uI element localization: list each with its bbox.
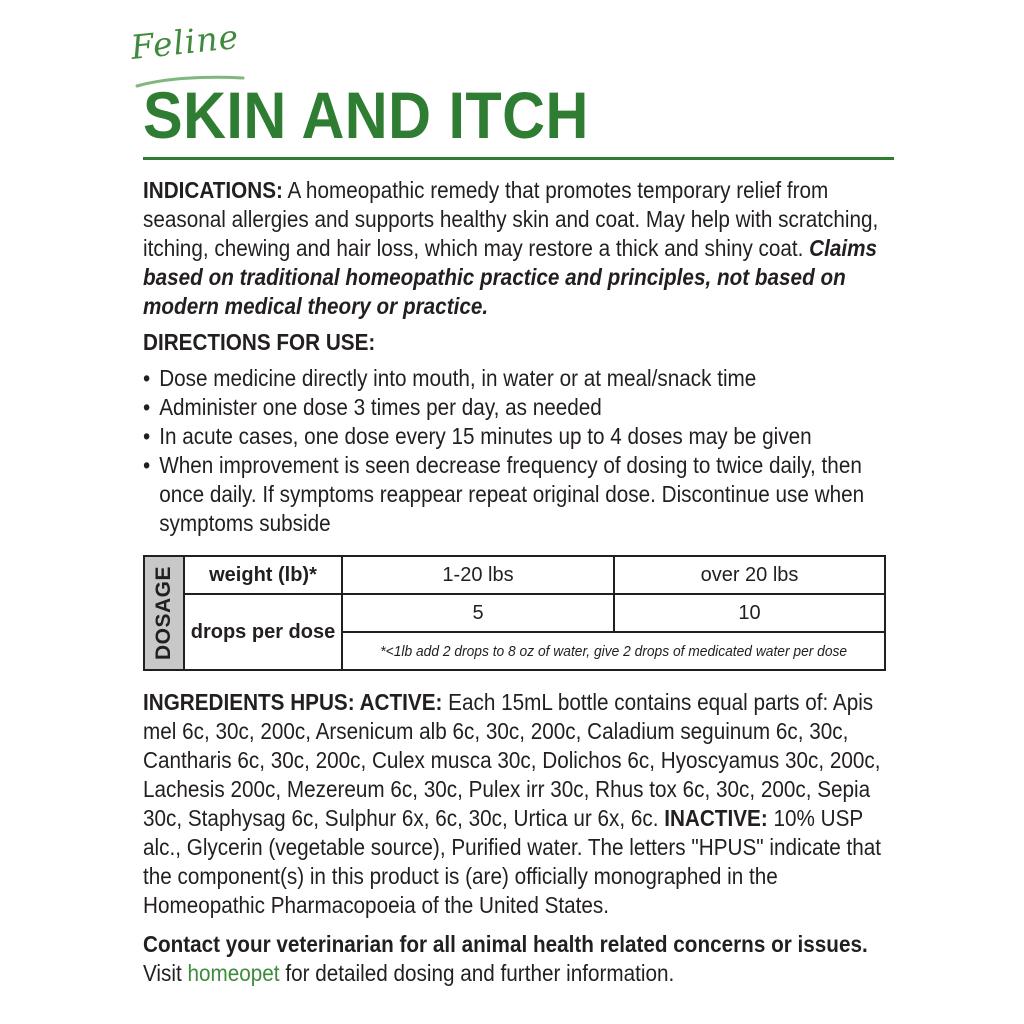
brand-wordmark: Feline bbox=[128, 16, 241, 67]
inactive-text: 10% USP alc., Glycerin (vegetable source), Purified water. The letters "HPUS" indicate that the component(s) in this product is (are) officially monographed in the Homeopathic Pharmacopoeia of the United States. bbox=[143, 805, 881, 918]
weight-label-cell: weight (lb)* bbox=[185, 557, 343, 595]
directions-item-text: Administer one dose 3 times per day, as needed bbox=[159, 394, 602, 420]
indications-heading: INDICATIONS: bbox=[143, 177, 283, 203]
drops-cell: 5 bbox=[343, 595, 615, 633]
weight-cell: over 20 lbs bbox=[615, 557, 884, 595]
drops-cell: 10 bbox=[615, 595, 884, 633]
contact-notice: Contact your veterinarian for all animal health related concerns or issues. bbox=[143, 931, 868, 957]
directions-item bbox=[143, 422, 894, 451]
ingredients-section bbox=[143, 688, 894, 920]
weight-cell: 1-20 lbs bbox=[343, 557, 615, 595]
homeopet-link[interactable]: homeopet bbox=[187, 960, 280, 986]
bullet: • bbox=[143, 452, 151, 478]
indications-text: A homeopathic remedy that promotes temporary relief from seasonal allergies and supports healthy skin and coat. May help with scratching, itching, chewing and hair loss, which may restore a thick and shiny coat. bbox=[143, 177, 879, 261]
title-divider bbox=[143, 157, 894, 160]
dosage-side-label bbox=[145, 557, 185, 669]
directions-heading: DIRECTIONS FOR USE: bbox=[143, 329, 376, 355]
directions-item-text: When improvement is seen decrease frequency of dosing to twice daily, then once daily. If symptoms reappear repeat original dose. Discontinue use when symptoms subside bbox=[159, 452, 865, 536]
directions-item-text: Dose medicine directly into mouth, in water or at meal/snack time bbox=[159, 365, 757, 391]
active-text: Each 15mL bottle contains equal parts of: Apis mel 6c, 30c, 200c, Arsenicum alb 6c, 30c, 200c, Caladium seguinum 6c, 30c, Cantharis 6c, 30c, 200c, Culex musca 30c, Dolichos 6c, Hyoscyamus 30c, 200c, Lachesis 200c, Mezereum 6c, 30c, Pulex irr 30c, Rhus tox 6c, 30c, 200c, Sepia 30c, Staphysag 6c, Sulphur 6x, 6c, 30c, Urtica ur 6x, 6c. bbox=[143, 689, 881, 831]
inactive-heading: INACTIVE: bbox=[664, 805, 768, 831]
bullet: • bbox=[143, 394, 151, 420]
dosage-table bbox=[143, 555, 886, 671]
dosage-note-text: *<1lb add 2 drops to 8 oz of water, give 2 drops of medicated water per dose bbox=[380, 642, 847, 660]
indications-claim: Claims based on traditional homeopathic practice and principles, not based on modern medical theory or practice. bbox=[143, 235, 878, 319]
indications-section bbox=[143, 176, 894, 321]
visit-after-text: for detailed dosing and further information. bbox=[279, 960, 675, 986]
directions-item bbox=[143, 393, 894, 422]
dosage-note bbox=[343, 633, 884, 669]
directions-list bbox=[143, 364, 894, 538]
contact-section bbox=[143, 930, 894, 988]
visit-line bbox=[143, 959, 894, 988]
product-title: SKIN AND ITCH bbox=[143, 78, 589, 152]
active-heading: INGREDIENTS HPUS: ACTIVE: bbox=[143, 689, 443, 715]
bullet: • bbox=[143, 365, 151, 391]
bullet: • bbox=[143, 423, 151, 449]
dosage-side-text: DOSAGE bbox=[152, 565, 175, 661]
directions-item-text: In acute cases, one dose every 15 minutes up to 4 doses may be given bbox=[159, 423, 812, 449]
directions-item bbox=[143, 364, 894, 393]
drops-label-cell: drops per dose bbox=[185, 595, 343, 669]
visit-text: Visit bbox=[143, 960, 188, 986]
directions-item bbox=[143, 451, 894, 538]
